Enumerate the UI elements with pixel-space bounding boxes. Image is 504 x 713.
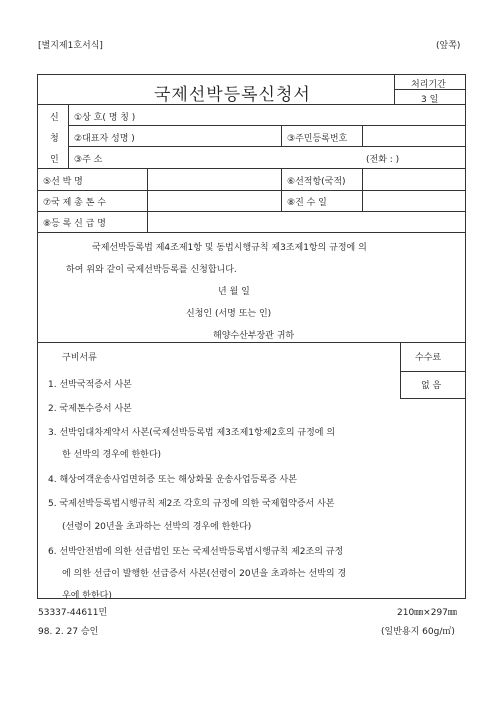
approval-date: 98. 2. 27 승인 (38, 627, 99, 637)
document-item: 2. 국제톤수증서 사본 (48, 404, 132, 414)
fee-label: 수수료 (415, 353, 442, 363)
ship-name-field[interactable]: ⑤선 박 명 (43, 177, 83, 187)
applicant-label-2: 청 (50, 134, 59, 144)
document-item-continuation: 우에 한한다) (62, 591, 112, 601)
port-of-registry-field[interactable]: ⑥선적항(국적) (287, 177, 346, 187)
form-number-label: [별지제1호서식] (38, 41, 103, 51)
document-item: 5. 국제선박등록법시행규칙 제2조 각호의 규정에 의한 국제협약증서 사본 (48, 499, 335, 509)
recipient-line: 해양수산부장관 귀하 (213, 331, 295, 341)
paper-spec: (일반용지 60g/㎡) (381, 627, 455, 637)
address-field[interactable]: ③주 소 (74, 155, 103, 165)
page-side-label: (앞쪽) (436, 41, 461, 51)
gross-tonnage-field[interactable]: ⑦국 제 총 톤 수 (43, 198, 106, 208)
form-title: 국제선박등록신청서 (154, 85, 311, 105)
registration-class-field[interactable]: ⑧등 록 신 급 명 (43, 219, 106, 229)
representative-name-field[interactable]: ②대표자 성명 ) (74, 134, 135, 144)
declaration-text-1: 국제선박등록법 제4조제1항 및 동법시행규칙 제3조제1항의 규정에 의 (92, 243, 367, 253)
applicant-label-1: 신 (50, 113, 59, 123)
document-item: 4. 해상여객운송사업면허증 또는 해상화물 운송사업등록증 사본 (48, 475, 297, 485)
document-item: 3. 선박임대차계약서 사본(국제선박등록법 제3조제1항제2호의 규정에 의 (48, 428, 336, 438)
phone-field[interactable]: (전화 : ) (366, 155, 400, 165)
launch-date-field[interactable]: ⑧진 수 일 (287, 198, 327, 208)
declaration-text-2: 하여 위와 같이 국제선박등록를 신청합니다. (66, 265, 237, 275)
processing-period-value: 3 일 (421, 95, 439, 105)
applicant-signature: 신청인 (서명 또는 인) (186, 309, 272, 319)
document-item-continuation: (선령이 20년을 초과하는 선박의 경우에 한한다) (62, 522, 252, 532)
form-code: 53337-44611민 (38, 608, 108, 618)
paper-size: 210㎜×297㎜ (397, 608, 457, 618)
document-item: 1. 선박국적증서 사본 (48, 380, 132, 390)
fee-value: 없 음 (421, 381, 442, 391)
processing-period-label: 처리기간 (411, 80, 446, 90)
declaration-date: 년 월 일 (218, 287, 250, 297)
documents-title: 구비서류 (62, 353, 97, 363)
document-item-continuation: 한 선박의 경우에 한한다) (62, 450, 162, 460)
document-item: 6. 선박안전법에 의한 선급법인 또는 국제선박등록법시행규칙 제2조의 규정 (48, 547, 344, 557)
company-name-field[interactable]: ①상 호( 명 칭 ) (74, 113, 136, 123)
document-item-continuation: 에 의한 선급이 발행한 선급증서 사본(선령이 20년을 초과하는 선박의 경 (62, 569, 347, 579)
resident-number-field[interactable]: ③주민등록번호 (287, 134, 348, 144)
applicant-label-3: 인 (50, 155, 59, 165)
